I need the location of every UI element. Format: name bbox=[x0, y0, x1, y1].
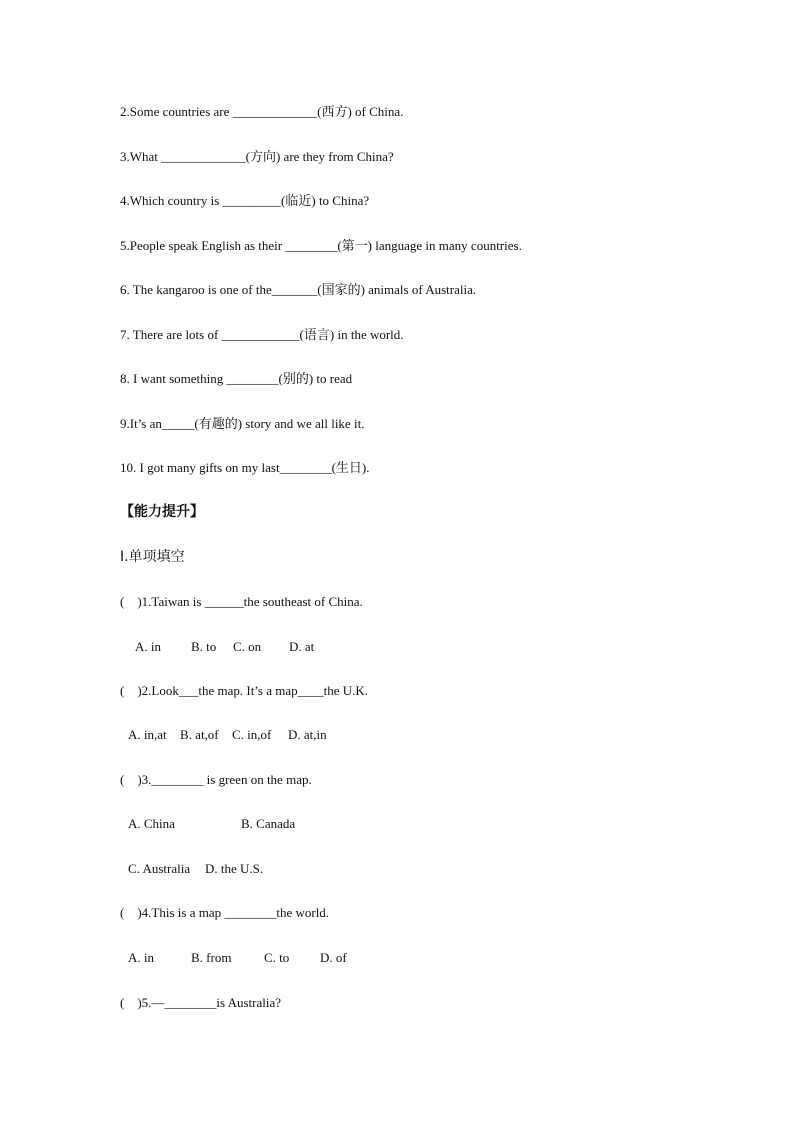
option-a: A. in,at bbox=[128, 727, 167, 742]
vocab-item-10: 10. I got many gifts on my last________(生日). bbox=[120, 460, 370, 475]
question-4-stem: ( )4.This is a map ________the world. bbox=[120, 905, 330, 920]
option-d: D. at,in bbox=[288, 727, 327, 742]
vocab-item-8: 8. I want something ________(别的) to read bbox=[120, 371, 353, 386]
option-c: C. in,of bbox=[232, 727, 272, 742]
part-title: Ⅰ.单项填空 bbox=[120, 549, 185, 565]
option-c: C. to bbox=[264, 950, 290, 965]
option-d: D. the U.S. bbox=[205, 861, 264, 876]
option-a: A. in bbox=[135, 639, 161, 654]
option-c: C. Australia bbox=[128, 861, 191, 876]
option-b: B. to bbox=[191, 639, 217, 654]
vocab-item-9: 9.It’s an_____(有趣的) story and we all like it. bbox=[120, 416, 365, 431]
vocab-item-7: 7. There are lots of ____________(语言) in the world. bbox=[120, 327, 404, 342]
vocab-item-3: 3.What _____________(方向) are they from China? bbox=[120, 149, 394, 164]
vocab-item-5: 5.People speak English as their ________(第一) language in many countries. bbox=[120, 238, 522, 253]
option-a: A. China bbox=[128, 816, 175, 831]
option-b: B. Canada bbox=[241, 816, 296, 831]
vocab-item-2: 2.Some countries are _____________(西方) of China. bbox=[120, 104, 404, 119]
option-d: D. of bbox=[320, 950, 347, 965]
section-title: 【能力提升】 bbox=[120, 504, 204, 520]
question-1-stem: ( )1.Taiwan is ______the southeast of China. bbox=[120, 594, 363, 609]
question-3-stem: ( )3.________ is green on the map. bbox=[120, 772, 312, 787]
question-2-stem: ( )2.Look___the map. It’s a map____the U.K. bbox=[120, 683, 369, 698]
option-c: C. on bbox=[233, 639, 262, 654]
vocab-item-4: 4.Which country is _________(临近) to China? bbox=[120, 193, 370, 208]
option-a: A. in bbox=[128, 950, 154, 965]
option-b: B. from bbox=[191, 950, 232, 965]
question-5-stem: ( )5.—________is Australia? bbox=[120, 995, 282, 1010]
vocab-item-6: 6. The kangaroo is one of the_______(国家的) animals of Australia. bbox=[120, 282, 477, 297]
option-d: D. at bbox=[289, 639, 315, 654]
option-b: B. at,of bbox=[180, 727, 219, 742]
